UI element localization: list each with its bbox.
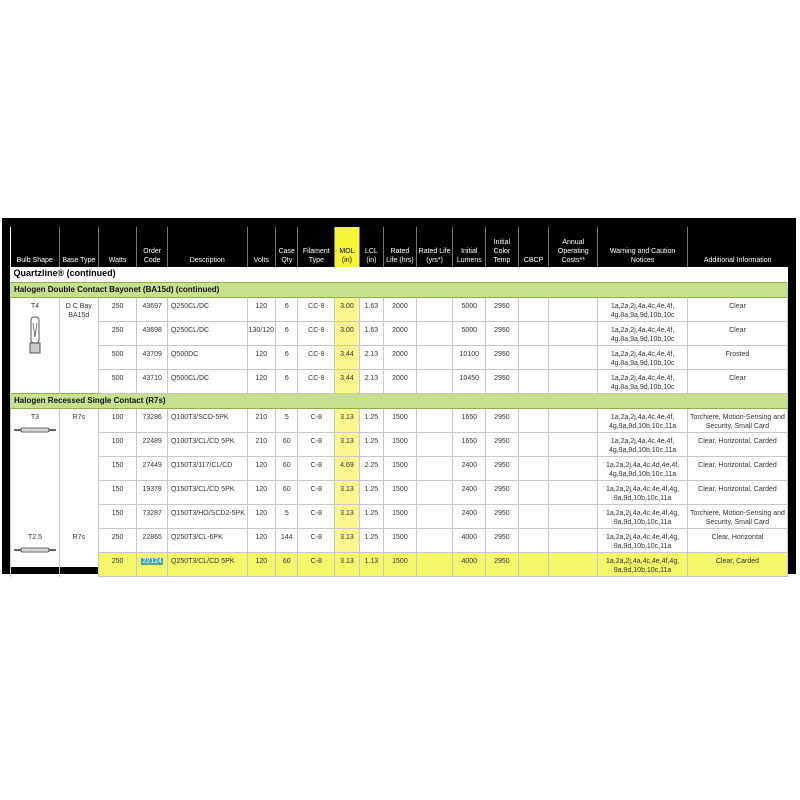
- cell-warn: 1a,2a,2j,4a,4c,4e,4f, 4g,8a,9a,9d,10b,10c: [598, 370, 688, 394]
- cell-qty: 144: [276, 529, 298, 553]
- cell-info: Clear, Horizontal: [687, 529, 787, 553]
- cell-lcl: 2.13: [359, 370, 383, 394]
- cell-code: 43697: [137, 298, 168, 322]
- cell-temp: 2950: [486, 370, 519, 394]
- section-title-row: [11, 267, 788, 283]
- cell-warn: 1a,2a,2j,4a,4c,4e,4f,4g, 9a,9d,10b,10c,11a: [598, 481, 688, 505]
- lamp-spec-table: [10, 227, 788, 577]
- cell-lumens: 2400: [453, 505, 486, 529]
- cell-code: 43709: [137, 346, 168, 370]
- cell-mol: 4.69: [335, 457, 359, 481]
- cell-warn: 1a,2a,2j,4a,4c,4e,4f, 4g,9a,9d,10b,10c,11a: [598, 433, 688, 457]
- table-row: [11, 433, 788, 457]
- cell-cbcp: [518, 346, 549, 370]
- cell-lcl: 2.13: [359, 346, 383, 370]
- cell-desc: Q500DC: [167, 346, 247, 370]
- cell-warn: 1a,2a,2j,4a,4c,4e,4f,4g, 9a,9d,10b,10c,11a: [598, 553, 688, 577]
- cell-mol: 3.13: [335, 529, 359, 553]
- cell-volts: 120: [247, 457, 276, 481]
- cell-temp: 2950: [486, 553, 519, 577]
- cell-cbcp: [518, 322, 549, 346]
- cell-lcl: 2.25: [359, 457, 383, 481]
- table-row: [11, 298, 788, 322]
- cell-qty: 6: [276, 298, 298, 322]
- table-row: [11, 457, 788, 481]
- cell-cbcp: [518, 457, 549, 481]
- cell-cost: [549, 370, 598, 394]
- cell-mol: 3.13: [335, 505, 359, 529]
- cell-qty: 60: [276, 553, 298, 577]
- table-row: [11, 529, 788, 553]
- group-title: Halogen Recessed Single Contact (R7s): [11, 394, 788, 409]
- cell-warn: 1a,2a,2j,4a,4c,4e,4f,4g, 9a,9d,10b,10c,11a: [598, 529, 688, 553]
- cell-mol: 3.00: [335, 322, 359, 346]
- col-initial-color-temp: Initial Color Temp: [486, 227, 519, 267]
- cell-warn: 1a,2a,2j,4a,4c,4e,4f, 4g,8a,9a,9d,10b,10c: [598, 298, 688, 322]
- cell-cbcp: [518, 433, 549, 457]
- cell-mol: 3.44: [335, 370, 359, 394]
- cell-lcl: 1.25: [359, 433, 383, 457]
- cell-lcl: 1.25: [359, 529, 383, 553]
- cell-cost: [549, 346, 598, 370]
- col-mol: MOL (in): [335, 227, 359, 267]
- cell-qty: 6: [276, 370, 298, 394]
- cell-yrs: [416, 529, 453, 553]
- cell-fil: CC-8: [298, 346, 335, 370]
- cell-temp: 2950: [486, 457, 519, 481]
- cell-lumens: 4000: [453, 529, 486, 553]
- cell-life: 2000: [384, 370, 417, 394]
- cell-desc: Q100T3/SCD-5PK: [167, 409, 247, 433]
- cell-info: Clear, Horizontal, Carded: [687, 457, 787, 481]
- cell-info: Clear, Horizontal, Carded: [687, 433, 787, 457]
- col-cbcp: CBCP: [518, 227, 549, 267]
- cell-cost: [549, 409, 598, 433]
- cell-yrs: [416, 370, 453, 394]
- col-annual-costs: Annual Operating Costs**: [549, 227, 598, 267]
- cell-info: Torchiere, Motion-Sensing and Security, Small Card: [687, 505, 787, 529]
- col-rated-life-yrs: Rated Life (yrs*): [416, 227, 453, 267]
- cell-life: 1500: [384, 529, 417, 553]
- col-description: Description: [167, 227, 247, 267]
- cell-desc: Q100T3/CL/CD 5PK: [167, 433, 247, 457]
- base-type-cell: R7s: [59, 529, 98, 577]
- cell-watts: 250: [98, 298, 137, 322]
- cell-desc: Q250CL/DC: [167, 298, 247, 322]
- cell-life: 2000: [384, 298, 417, 322]
- cell-info: Clear, Carded: [687, 553, 787, 577]
- cell-yrs: [416, 298, 453, 322]
- cell-lumens: 10450: [453, 370, 486, 394]
- cell-life: 1500: [384, 481, 417, 505]
- cell-qty: 6: [276, 322, 298, 346]
- cell-watts: 100: [98, 433, 137, 457]
- cell-lumens: 2400: [453, 457, 486, 481]
- cell-fil: C-8: [298, 553, 335, 577]
- cell-yrs: [416, 322, 453, 346]
- cell-info: Frosted: [687, 346, 787, 370]
- cell-volts: 120: [247, 505, 276, 529]
- cell-fil: CC-8: [298, 370, 335, 394]
- table-row: [11, 370, 788, 394]
- cell-lcl: 1.63: [359, 298, 383, 322]
- cell-lcl: 1.25: [359, 409, 383, 433]
- cell-mol: 3.13: [335, 433, 359, 457]
- cell-cbcp: [518, 529, 549, 553]
- bulb-drawing-icon: [13, 546, 57, 554]
- cell-code: 22865: [137, 529, 168, 553]
- table-row: [11, 322, 788, 346]
- cell-yrs: [416, 457, 453, 481]
- cell-cbcp: [518, 505, 549, 529]
- cell-watts: 150: [98, 481, 137, 505]
- cell-warn: 1a,2a,2j,4a,4c,4e,4f, 4g,8a,9a,9d,10b,10c: [598, 322, 688, 346]
- cell-code: 43710: [137, 370, 168, 394]
- cell-temp: 2950: [486, 322, 519, 346]
- cell-warn: 1a,2a,2j,4a,4c,4e,4f,4g, 9a,9d,10b,10c,11a: [598, 505, 688, 529]
- cell-desc: Q250T3/CL-6PK: [167, 529, 247, 553]
- cell-code: 27449: [137, 457, 168, 481]
- cell-yrs: [416, 553, 453, 577]
- cell-mol: 3.13: [335, 409, 359, 433]
- cell-lcl: 1.63: [359, 322, 383, 346]
- cell-qty: 60: [276, 433, 298, 457]
- cell-warn: 1a,2a,2j,4a,4c,4d,4e,4f, 4g,9a,9d,10b,10c,11a: [598, 457, 688, 481]
- bulb-shape-label: T4: [30, 303, 40, 310]
- col-bulb-shape: Bulb Shape: [11, 227, 60, 267]
- cell-code: [137, 553, 168, 577]
- cell-life: 1500: [384, 409, 417, 433]
- cell-yrs: [416, 433, 453, 457]
- bulb-shape-label: T3: [30, 414, 40, 421]
- cell-qty: 60: [276, 457, 298, 481]
- group-title-row: [11, 283, 788, 298]
- cell-cbcp: [518, 409, 549, 433]
- cell-watts: 250: [98, 553, 137, 577]
- cell-temp: 2950: [486, 409, 519, 433]
- cell-mol: 3.00: [335, 298, 359, 322]
- cell-yrs: [416, 409, 453, 433]
- cell-volts: 130/120: [247, 322, 276, 346]
- col-rated-life-hrs: Rated Life (hrs): [384, 227, 417, 267]
- cell-watts: 150: [98, 457, 137, 481]
- cell-volts: 120: [247, 481, 276, 505]
- bulb-shape-label: T2.5: [27, 533, 42, 541]
- document-frame: [2, 218, 796, 574]
- cell-lcl: 1.13: [359, 553, 383, 577]
- cell-fil: C-8: [298, 457, 335, 481]
- base-type-cell: R7s: [59, 409, 98, 529]
- cell-temp: 2950: [486, 433, 519, 457]
- cell-info: Clear: [687, 322, 787, 346]
- cell-lumens: 2400: [453, 481, 486, 505]
- cell-volts: 120: [247, 370, 276, 394]
- table-row: [11, 409, 788, 433]
- bulb-drawing-icon: [28, 315, 42, 357]
- cell-code: 22489: [137, 433, 168, 457]
- col-initial-lumens: Initial Lumens: [453, 227, 486, 267]
- cell-lumens: 5000: [453, 298, 486, 322]
- cell-code: 73286: [137, 409, 168, 433]
- cell-fil: CC-8: [298, 298, 335, 322]
- cell-lumens: 1650: [453, 433, 486, 457]
- cell-temp: 2950: [486, 481, 519, 505]
- cell-info: Torchiere, Motion-Sensing and Security, Small Card: [687, 409, 787, 433]
- col-watts: Watts: [98, 227, 137, 267]
- cell-cbcp: [518, 298, 549, 322]
- cell-code: 73287: [137, 505, 168, 529]
- cell-volts: 210: [247, 433, 276, 457]
- cell-cost: [549, 481, 598, 505]
- cell-life: 1500: [384, 505, 417, 529]
- cell-watts: 500: [98, 346, 137, 370]
- cell-fil: C-8: [298, 505, 335, 529]
- cell-cost: [549, 322, 598, 346]
- cell-volts: 120: [247, 529, 276, 553]
- cell-cost: [549, 529, 598, 553]
- cell-cost: [549, 553, 598, 577]
- cell-qty: 5: [276, 409, 298, 433]
- cell-temp: 2950: [486, 529, 519, 553]
- cell-life: 1500: [384, 457, 417, 481]
- cell-fil: C-8: [298, 529, 335, 553]
- cell-desc: Q250T3/CL/CD 5PK: [167, 553, 247, 577]
- cell-mol: 3.13: [335, 481, 359, 505]
- group-title: Halogen Double Contact Bayonet (BA15d) (continued): [11, 283, 788, 298]
- cell-lcl: 1.25: [359, 481, 383, 505]
- cell-cost: [549, 298, 598, 322]
- cell-fil: C-8: [298, 481, 335, 505]
- cell-life: 1500: [384, 553, 417, 577]
- cell-life: 2000: [384, 322, 417, 346]
- cell-desc: Q250CL/DC: [167, 322, 247, 346]
- cell-volts: 120: [247, 553, 276, 577]
- cell-desc: Q150T3/CL/CD 5PK: [167, 481, 247, 505]
- col-volts: Volts: [247, 227, 276, 267]
- cell-warn: 1a,2a,2j,4a,4c,4e,4f, 4g,8a,9a,9d,10b,10c: [598, 346, 688, 370]
- section-title: Quartzline® (continued): [11, 267, 788, 283]
- col-warning: Warning and Caution Notices: [598, 227, 688, 267]
- cell-info: Clear, Horizontal, Carded: [687, 481, 787, 505]
- cell-desc: Q500CL/DC: [167, 370, 247, 394]
- col-order-code: Order Code: [137, 227, 168, 267]
- cell-yrs: [416, 481, 453, 505]
- cell-life: 1500: [384, 433, 417, 457]
- cell-cost: [549, 433, 598, 457]
- col-base-type: Base Type: [59, 227, 98, 267]
- cell-fil: C-8: [298, 409, 335, 433]
- highlighted-table-row: [11, 553, 788, 577]
- cell-info: Clear: [687, 370, 787, 394]
- cell-lumens: 1650: [453, 409, 486, 433]
- header-row: [11, 227, 788, 267]
- cell-temp: 2950: [486, 298, 519, 322]
- cell-qty: 60: [276, 481, 298, 505]
- group-title-row: [11, 394, 788, 409]
- cell-fil: CC-8: [298, 322, 335, 346]
- cell-volts: 210: [247, 409, 276, 433]
- cell-cost: [549, 505, 598, 529]
- col-lcl: LCL (in): [359, 227, 383, 267]
- cell-lumens: 4000: [453, 553, 486, 577]
- cell-warn: 1a,2a,2j,4a,4c,4e,4f, 4g,9a,9d,10b,10c,11a: [598, 409, 688, 433]
- bulb-shape-cell: [11, 298, 60, 394]
- cell-yrs: [416, 346, 453, 370]
- col-additional-info: Additional Information: [687, 227, 787, 267]
- cell-qty: 6: [276, 346, 298, 370]
- col-filament-type: Filament Type: [298, 227, 335, 267]
- cell-desc: Q150T3/HO/SCD2-5PK: [167, 505, 247, 529]
- cell-cbcp: [518, 370, 549, 394]
- cell-cost: [549, 457, 598, 481]
- bulb-shape-cell: [11, 409, 60, 529]
- cell-code: 19378: [137, 481, 168, 505]
- table-row: [11, 481, 788, 505]
- cell-watts: 250: [98, 322, 137, 346]
- cell-mol: 3.44: [335, 346, 359, 370]
- cell-fil: C-8: [298, 433, 335, 457]
- cell-lumens: 10100: [453, 346, 486, 370]
- cell-temp: 2950: [486, 346, 519, 370]
- base-type-cell: D C Bay BA15d: [59, 298, 98, 394]
- table-row: [11, 346, 788, 370]
- cell-watts: 100: [98, 409, 137, 433]
- cell-code: 43698: [137, 322, 168, 346]
- cell-life: 2000: [384, 346, 417, 370]
- cell-qty: 5: [276, 505, 298, 529]
- cell-watts: 250: [98, 529, 137, 553]
- cell-cbcp: [518, 553, 549, 577]
- cell-volts: 120: [247, 346, 276, 370]
- order-code-highlight: 22124: [142, 558, 162, 565]
- bulb-drawing-icon: [13, 426, 57, 434]
- col-case-qty: Case Qty: [276, 227, 298, 267]
- cell-info: Clear: [687, 298, 787, 322]
- cell-watts: 150: [98, 505, 137, 529]
- cell-yrs: [416, 505, 453, 529]
- bulb-shape-cell: [11, 529, 60, 577]
- cell-cbcp: [518, 481, 549, 505]
- cell-volts: 120: [247, 298, 276, 322]
- spec-sheet: [10, 227, 788, 574]
- cell-lumens: 5000: [453, 322, 486, 346]
- cell-watts: 500: [98, 370, 137, 394]
- cell-temp: 2950: [486, 505, 519, 529]
- cell-desc: Q150T3/117/CL/CD: [167, 457, 247, 481]
- table-row: [11, 505, 788, 529]
- cell-mol: 3.13: [335, 553, 359, 577]
- cell-lcl: 1.25: [359, 505, 383, 529]
